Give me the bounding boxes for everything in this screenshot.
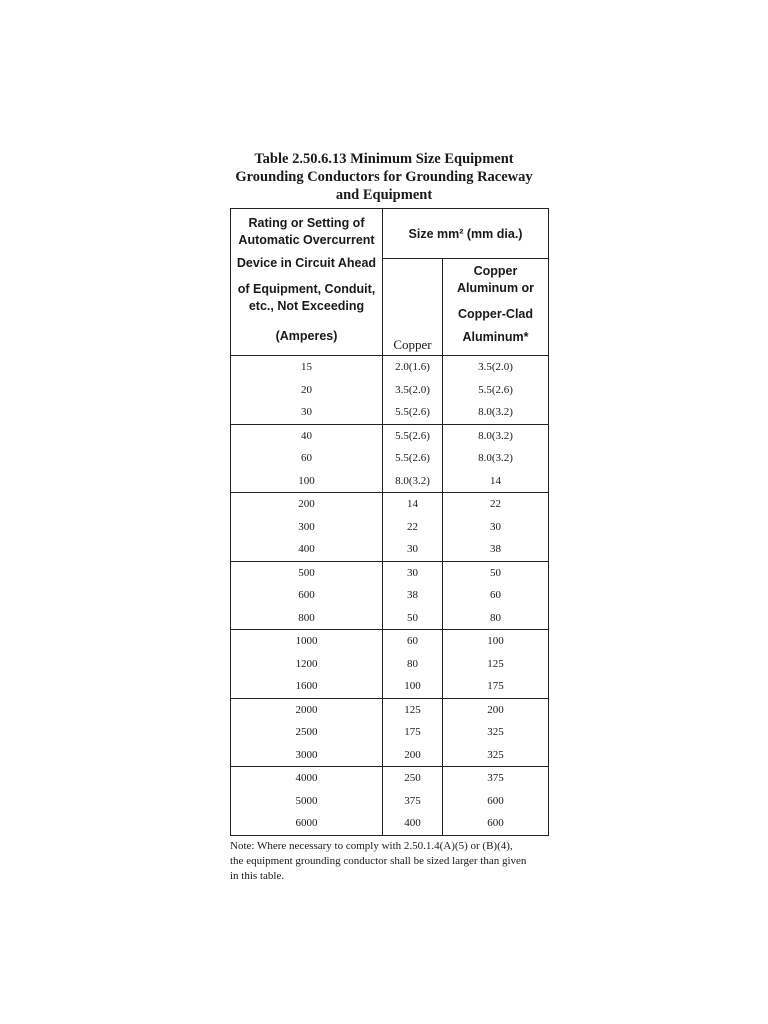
rating-header-units: (Amperes) [275,329,338,343]
amps-cell: 30 [231,401,383,424]
amps-cell: 3000 [231,744,383,767]
table-row [231,424,549,447]
copper-cell: 8.0(3.2) [383,470,443,493]
table-row [231,584,549,607]
table-row [231,698,549,721]
aluminum-cell: 14 [490,474,501,487]
table-row [231,790,549,813]
table-row [231,516,549,539]
copper-cell: 80 [383,653,443,676]
aluminum-cell: 60 [490,589,501,602]
copper-cell: 200 [383,744,443,767]
table-row [231,812,549,835]
copper-cell: 38 [383,584,443,607]
copper-cell: 2.0(1.6) [383,356,443,379]
table-row [231,767,549,790]
amps-cell: 60 [231,447,383,470]
amps-cell: 1000 [231,630,383,653]
note-line-3: in this table. [230,869,285,882]
grounding-conductor-table [230,208,549,836]
aluminum-cell: 325 [487,748,504,761]
amps-cell: 1200 [231,653,383,676]
table-row [231,470,549,493]
rating-header-line-4: of Equipment, Conduit, [237,282,376,296]
amps-cell: 15 [231,356,383,379]
table-row [231,379,549,402]
copper-cell: 14 [383,493,443,516]
amps-cell: 5000 [231,790,383,813]
table-row [231,447,549,470]
aluminum-header [443,259,549,356]
aluminum-cell: 5.5(2.6) [478,383,513,396]
table-row [231,356,549,379]
copper-cell: 5.5(2.6) [383,401,443,424]
note-line-2: the equipment grounding conductor shall be sized larger than given [230,854,527,867]
aluminum-header-line-3: Copper-Clad [458,307,533,321]
table-row [231,630,549,653]
aluminum-cell: 325 [487,726,504,739]
table-row [231,561,549,584]
title-line-3: and Equipment [335,187,433,203]
amps-cell: 40 [231,424,383,447]
amps-cell: 200 [231,493,383,516]
table-row [231,607,549,630]
title-line-1: Table 2.50.6.13 Minimum Size Equipment [254,151,514,167]
table-row [231,675,549,698]
aluminum-cell: 8.0(3.2) [443,424,549,447]
copper-cell: 250 [383,767,443,790]
amps-cell: 4000 [231,767,383,790]
aluminum-cell: 375 [443,767,549,790]
table-body [231,356,549,836]
table-row [231,721,549,744]
aluminum-cell: 600 [487,794,504,807]
copper-cell: 175 [383,721,443,744]
copper-cell: 100 [383,675,443,698]
amps-cell: 2500 [231,721,383,744]
note-line-1: Note: Where necessary to comply with 2.50.1.4(A)(5) or (B)(4), [230,839,513,852]
aluminum-cell: 600 [487,817,504,830]
copper-cell: 125 [383,698,443,721]
aluminum-cell: 8.0(3.2) [478,452,513,465]
table-title [216,150,552,204]
aluminum-cell: 30 [490,520,501,533]
table-row [231,538,549,561]
table-row [231,493,549,516]
title-line-2: Grounding Conductors for Grounding Raceway [235,169,533,185]
amps-cell: 800 [231,607,383,630]
amps-cell: 2000 [231,698,383,721]
document [216,150,552,884]
amps-cell: 600 [231,584,383,607]
copper-cell: 5.5(2.6) [383,447,443,470]
amps-cell: 6000 [231,812,383,835]
table-row [231,401,549,424]
rating-header-line-2: Automatic Overcurrent [238,233,375,247]
rating-header [231,209,383,356]
copper-cell: 375 [383,790,443,813]
aluminum-cell: 200 [443,698,549,721]
copper-cell: 50 [383,607,443,630]
aluminum-cell: 175 [487,680,504,693]
aluminum-cell: 3.5(2.0) [443,356,549,379]
size-header: Size mm² (mm dia.) [383,209,549,259]
amps-cell: 500 [231,561,383,584]
aluminum-cell: 50 [443,561,549,584]
rating-header-line-5: etc., Not Exceeding [248,299,365,313]
copper-header: Copper [383,259,443,356]
amps-cell: 300 [231,516,383,539]
rating-header-line-1: Rating or Setting of [248,216,365,230]
aluminum-cell: 100 [443,630,549,653]
aluminum-header-line-2: Aluminum or [456,281,535,295]
aluminum-cell: 8.0(3.2) [478,406,513,419]
copper-cell: 5.5(2.6) [383,424,443,447]
table-note [230,839,560,884]
table-row [231,744,549,767]
aluminum-cell: 22 [443,493,549,516]
amps-cell: 100 [231,470,383,493]
amps-cell: 400 [231,538,383,561]
rating-header-line-3: Device in Circuit Ahead [236,256,377,270]
copper-cell: 400 [383,812,443,835]
amps-cell: 20 [231,379,383,402]
aluminum-cell: 80 [490,611,501,624]
copper-cell: 3.5(2.0) [383,379,443,402]
table-row [231,653,549,676]
copper-cell: 30 [383,561,443,584]
aluminum-header-line-1: Copper [473,264,518,278]
copper-cell: 30 [383,538,443,561]
aluminum-cell: 38 [490,543,501,556]
copper-cell: 60 [383,630,443,653]
aluminum-header-line-4: Aluminum* [462,330,529,344]
aluminum-cell: 125 [487,657,504,670]
amps-cell: 1600 [231,675,383,698]
copper-cell: 22 [383,516,443,539]
